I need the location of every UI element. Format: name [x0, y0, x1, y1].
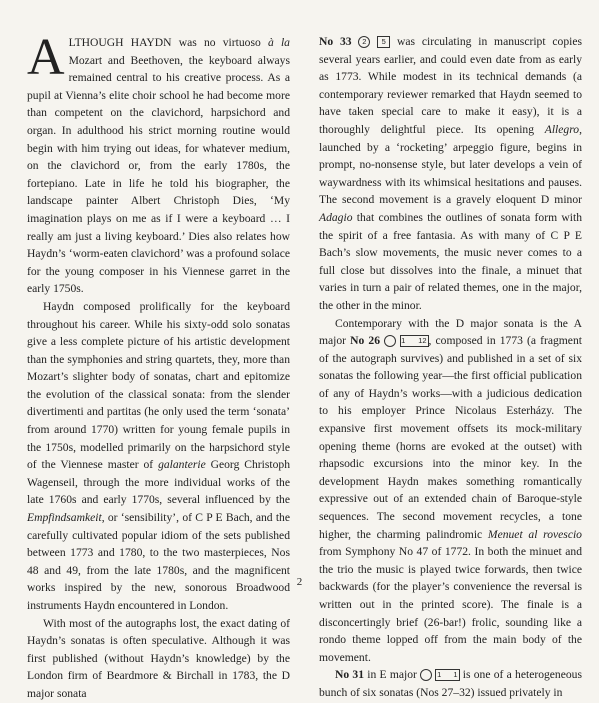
left-column [27, 29, 290, 703]
right-column [319, 33, 582, 702]
paragraph-dating: With most of the autographs lost, the exact dating of Haydn’s sonatas is often speculative. Although it was first published (without Haydn’s knowledge) by the London firm of Beardmore & Birchall in 1783, the D major sonata [27, 616, 290, 700]
paragraph-sonata-31: No 31 in E major 1 1 is one of a heterogeneous bunch of six sonatas (Nos 27–32) issued privately in [319, 668, 582, 699]
track-number-badge: 12 [400, 335, 428, 347]
paragraph-sonata-26: Contemporary with the D major sonata is the A major No 26 1 12 , composed in 1773 (a fragment of the autograph survives) and published in a set of six sonatas the following year—the first official publication of any of Haydn’s works—with a judicious dedication to his employer Prince Nicolaus Esterházy. The expansive first movement offsets its mock-military opening theme (horns are evoked at the outset) with rhapsodic excursions into the minor key. In the development Haydn makes something romantically expressive out of an extended chain of Baroque-style sequences. The second movement recycles, a tone higher, the charming palindromic Menuet al rovescio from Symphony No 47 of 1772. In both the minuet and the trio the music is played twice forwards, then twice backwards (for the player’s convenience the reversal is written out in the printed score). The finale is a disconcertingly brief (26-bar!) frolic, sounding like a rondo theme lopped off from the main body of the movement. [319, 316, 582, 664]
track-number-badge: 1 [435, 669, 459, 681]
disc-number-badge: 1 [384, 335, 396, 347]
disc-number-badge: 2 [358, 36, 370, 48]
drop-cap: A [27, 29, 65, 86]
paragraph-keyboard-works: Haydn composed prolifically for the keyboard throughout his career. While his sixty-odd solo sonatas give a less complete picture of his artistic development than the symphonies and string quartets, they, more than Mozart’s slighter body of sonatas, chart and epitomize the evolution of the classical sonata: from the slender divertimenti and partitas (he only used the term ‘sonata’ from around 1770) written for young female pupils in the 1750s, modelled primarily on the harpsichord style of the Viennese master of galanterie Georg Christoph Wagenseil, through the more individual works of the late 1760s and early 1770s, several influenced by the Empfindsamkeit, or ‘sensibility’, of C P E Bach, and the carefully cultivated popular idiom of the sets published between 1773 and 1780, to the two masterpieces, Nos 48 and 49, from the late 1780s, and the magnificent works inspired by the new, sonorous Broadwood instruments Haydn encountered in London. [27, 299, 290, 612]
track-number-badge: 5 [377, 36, 390, 48]
disc-number-badge: 1 [420, 669, 432, 681]
page-number: 2 [296, 576, 303, 588]
paragraph-sonata-33: No 33 2 5 was circulating in manuscript copies several years earlier, and could even date from as early as 1773. While modest in its technical demands (a contemporary reviewer remarked that Haydn seemed to have taken special care to make it easy), it is a thoroughly delightful piece. Its opening Allegro, launched by a ‘rocketing’ arpeggio figure, begins in prompt, no-nonsense style, but later develops a vein of waywardness with its whimsical hesitations and pauses. The second movement is a gravely eloquent D minor Adagio that combines the outlines of sonata form with the spirit of a free fantasia. As with many of C P E Bach’s slow movements, the music never comes to a full close but dissolves into the finale, a minuet that varies in turn a pair of related themes, one in the major, the other in the minor. [319, 35, 582, 312]
paragraph-intro: ALTHOUGH HAYDN was no virtuoso à la Mozart and Beethoven, the keyboard always remained central to his creative process. As a pupil at Vienna’s elite choir school he had become more than competent on the clavichord, harpsichord and organ. In adulthood his strict morning routine would begin with him trying out ideas, for whatever medium, on the clavichord or, from the early 1780s, the fortepiano. Late in life he told his biographer, the landscape painter Albert Christoph Dies, ‘My imagination plays on me as if I were a keyboard … I really am just a living keyboard.’ Dies also relates how Haydn’s ‘worm-eaten clavichord’ was a profound solace for the young composer in his Viennese garret in the early 1750s. [27, 29, 290, 296]
